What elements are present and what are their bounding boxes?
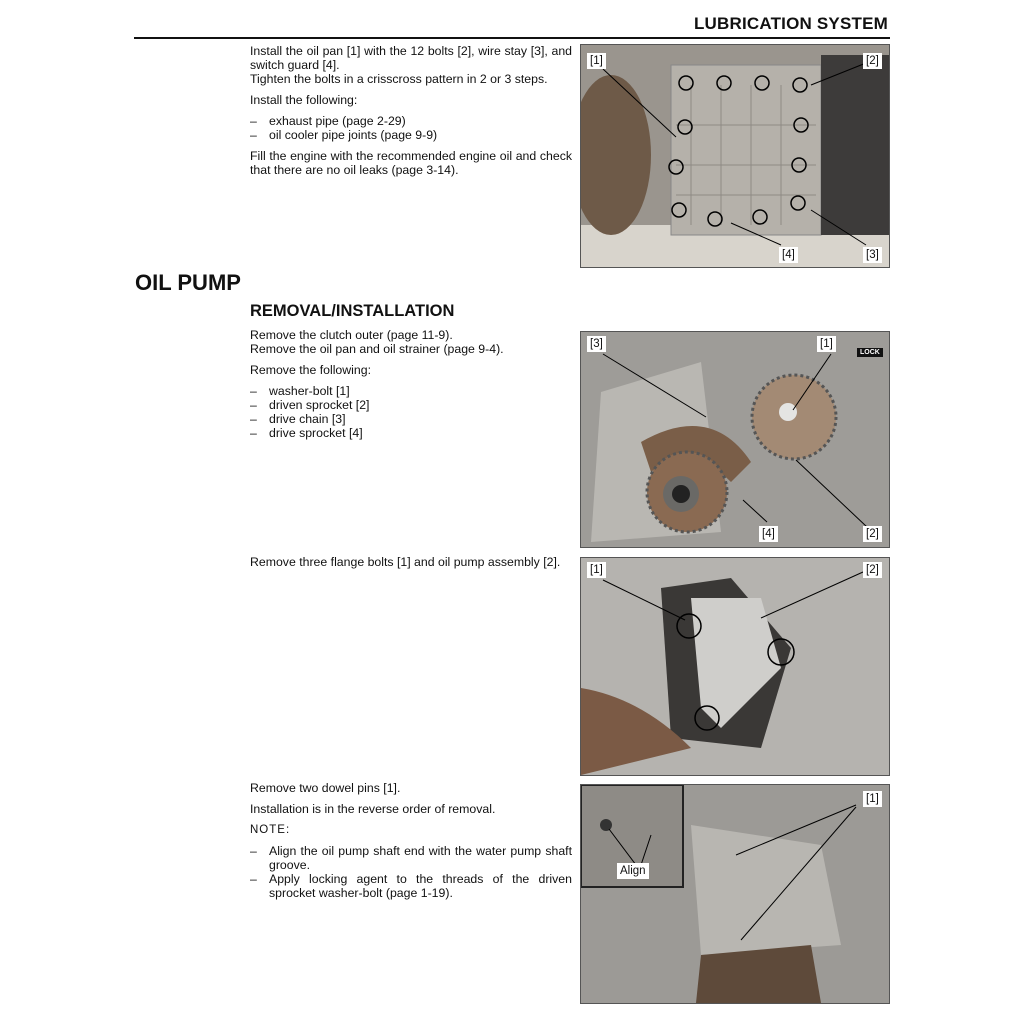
dowel-pin-figure xyxy=(580,784,890,1004)
oil-pan-photo xyxy=(581,45,889,267)
list-item: – drive sprocket [4] xyxy=(250,426,572,440)
page-header-title: LUBRICATION SYSTEM xyxy=(693,14,888,33)
oil-pan-step: Install the oil pan [1] with the 12 bolts [2], wire stay [3], and switch guard [4]. xyxy=(250,44,572,72)
oil-pan-instructions xyxy=(250,44,572,184)
lock-icon: LOCK xyxy=(857,348,883,357)
callout-1: [1] xyxy=(587,53,606,69)
oil-pump-photo xyxy=(581,558,889,775)
list-item: – oil cooler pipe joints (page 9-9) xyxy=(250,128,572,142)
note-item: – Align the oil pump shaft end with the water pump shaft groove. xyxy=(250,844,572,872)
note-item: – Apply locking agent to the threads of the driven sprocket washer-bolt (page 1-19). xyxy=(250,872,572,900)
remove-oil-pan-step: Remove the oil pan and oil strainer (page 9-4). xyxy=(250,342,504,356)
sprocket-photo xyxy=(581,332,889,547)
removal-step-1 xyxy=(250,328,572,447)
removal-step-3 xyxy=(250,781,572,907)
header-rule xyxy=(134,37,890,39)
callout-1: [1] xyxy=(587,562,606,578)
dowel-pin-photo xyxy=(581,785,889,1003)
callout-1: [1] xyxy=(817,336,836,352)
section-title-oil-pump: OIL PUMP xyxy=(135,270,241,295)
callout-1: [1] xyxy=(863,791,882,807)
remove-flange-bolts-step: Remove three flange bolts [1] and oil pump assembly [2]. xyxy=(250,555,561,569)
list-item: – exhaust pipe (page 2-29) xyxy=(250,114,572,128)
installation-note: Installation is in the reverse order of removal. xyxy=(250,802,496,816)
align-label: Align xyxy=(617,863,649,879)
callout-2: [2] xyxy=(863,53,882,69)
removal-step-2 xyxy=(250,555,572,576)
sprocket-figure xyxy=(580,331,890,548)
callout-4: [4] xyxy=(759,526,778,542)
list-item: – washer-bolt [1] xyxy=(250,384,572,398)
remove-dowel-pins-step: Remove two dowel pins [1]. xyxy=(250,781,401,795)
install-following-label: Install the following: xyxy=(250,93,358,107)
subsection-title-removal-installation: REMOVAL/INSTALLATION xyxy=(250,302,455,320)
callout-2: [2] xyxy=(863,562,882,578)
oil-pan-figure xyxy=(580,44,890,268)
callout-3: [3] xyxy=(587,336,606,352)
callout-2: [2] xyxy=(863,526,882,542)
oil-pump-figure xyxy=(580,557,890,776)
callout-3: [3] xyxy=(863,247,882,263)
remove-list xyxy=(250,384,572,440)
fill-oil-step: Fill the engine with the recommended engine oil and check that there are no oil leaks (page 3-14). xyxy=(250,149,572,177)
note-label: NOTE: xyxy=(250,824,291,836)
list-item: – drive chain [3] xyxy=(250,412,572,426)
remove-clutch-step: Remove the clutch outer (page 11-9). xyxy=(250,328,453,342)
callout-4: [4] xyxy=(779,247,798,263)
tighten-step: Tighten the bolts in a crisscross pattern in 2 or 3 steps. xyxy=(250,72,548,86)
install-list xyxy=(250,114,572,142)
remove-following-label: Remove the following: xyxy=(250,363,371,377)
note-list xyxy=(250,844,572,900)
list-item: – driven sprocket [2] xyxy=(250,398,572,412)
